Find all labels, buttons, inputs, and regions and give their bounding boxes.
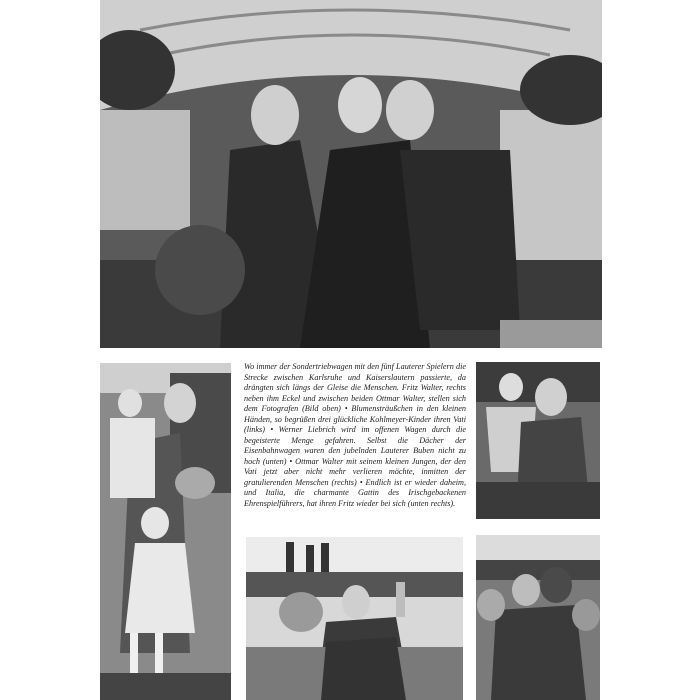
photo-train-interior bbox=[100, 0, 602, 348]
caption-text: Wo immer der Sondertriebwagen mit den fünf Lauterer Spielern die Strecke zwischen Karlsruhe und Kaiserslautern passierte, da drängten sich längs der Gleise die Menschen. Fritz Walter, rechts neben ihm Eckel und zwischen beiden Ottmar Walter, stellen sich dem Fotografen (Bild oben) • Blumensträußchen in den kleinen Händen, so begrüßen drei glückliche Kohlmeyer-Kinder ihren Vati (links) • Werner Liebrich wird im offenen Wagen durch die begeisterte Menge gefahren. Selbst die Dächer der Eisenbahnwagen waren den jubelnden Lauterer Buben nicht zu hoch (unten) • Ottmar Walter mit seinem kleinen Jungen, der den Vati jetzt aber nicht mehr verlieren möchte, inmitten der gratulierenden Menschen (rechts) • Endlich ist er wieder daheim, und Italia, die charmante Gattin des Irischgebackenen Ehrenspielführers, hat ihren Fritz wieder bei sich (unten rechts). bbox=[244, 362, 466, 508]
photo-children-flowers bbox=[100, 363, 231, 700]
photo-open-car-parade bbox=[246, 537, 463, 700]
photo-couple-reunion bbox=[476, 535, 600, 700]
photo-caption bbox=[244, 362, 466, 530]
photo-father-with-son bbox=[476, 362, 600, 519]
